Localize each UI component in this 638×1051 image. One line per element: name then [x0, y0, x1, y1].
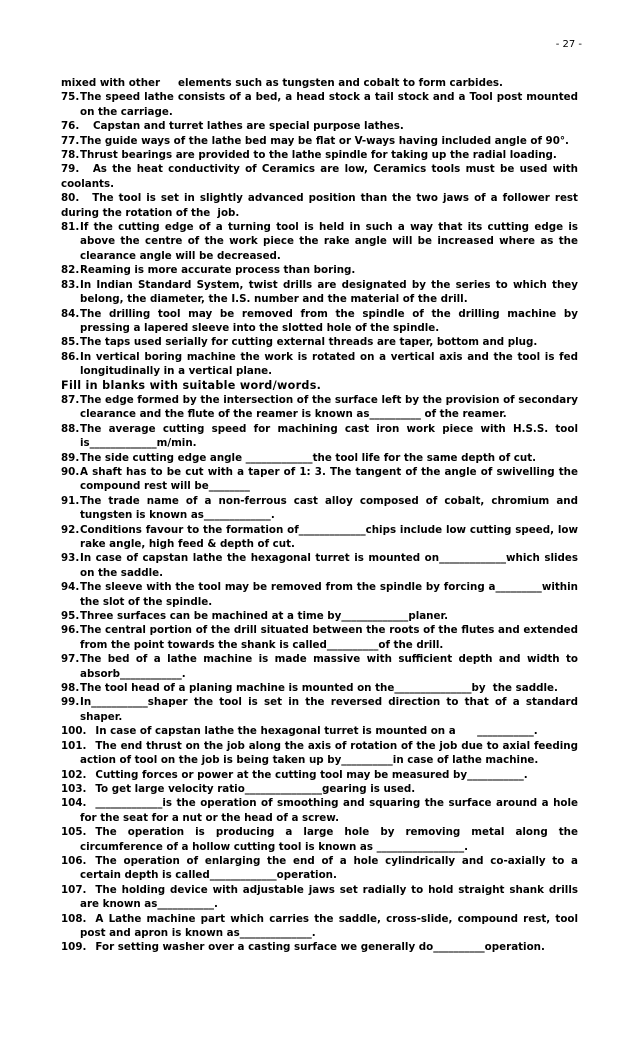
question-item [61, 350, 582, 379]
question-item [61, 134, 578, 148]
question-item [61, 883, 582, 912]
question-item [61, 422, 582, 451]
question-number: 96. [61, 624, 80, 637]
question-text: In vertical boring machine the work is rotated on a vertical axis and the tool is fed longitudinally in a vertical plane. [80, 350, 582, 378]
question-number: 101. [61, 739, 87, 752]
question-number: 84. [61, 307, 80, 320]
question-number: 105. [61, 826, 87, 839]
question-number: 87. [61, 393, 80, 406]
question-text: The central portion of the drill situated between the roots of the flutes and extended from the point towards the shank is called__________of the drill. [80, 624, 582, 651]
question-number: 98. [61, 682, 80, 695]
question-item [61, 854, 582, 883]
question-text: Thrust bearings are provided to the lathe spindle for taking up the radial loading. [80, 149, 557, 162]
question-item [61, 768, 578, 782]
question-text: In Indian Standard System, twist drills are designated by the series to which they belong, the diameter, the I.S. number and the material of the drill. [80, 278, 582, 306]
question-number: 86. [61, 350, 80, 363]
question-number: 76. [61, 120, 80, 133]
page-content [61, 76, 582, 955]
question-text: Three surfaces can be machined at a time by_____________planer. [80, 610, 449, 623]
question-item [61, 681, 578, 695]
question-item [61, 695, 582, 724]
intro-line: mixed with other elements such as tungsten and cobalt to form carbides. [61, 77, 503, 89]
question-text: A Lathe machine part which carries the saddle, cross-slide, compound rest, tool post and apron is known as______________. [80, 912, 582, 939]
question-text: For setting washer over a casting surface we generally do__________operation. [95, 941, 545, 954]
fill-in-blanks-list [61, 393, 582, 724]
question-text: The operation of enlarging the end of a hole cylindrically and co-axially to a certain depth is called_____________operation. [80, 854, 582, 882]
question-item [61, 451, 578, 465]
question-item [61, 551, 582, 580]
question-item [61, 278, 582, 307]
question-item [61, 307, 582, 336]
question-number: 99. [61, 696, 80, 709]
question-item [61, 724, 578, 738]
question-number: 82. [61, 264, 80, 277]
question-text: Reaming is more accurate process than boring. [80, 264, 356, 277]
question-item [61, 119, 578, 133]
question-text: The guide ways of the lathe bed may be flat or V-ways having included angle of 90°. [80, 134, 569, 147]
question-item [61, 148, 578, 162]
question-text: The side cutting edge angle _____________the tool life for the same depth of cut. [80, 451, 537, 464]
question-number: 93. [61, 552, 80, 565]
question-number: 91. [61, 494, 80, 507]
question-number: 97. [61, 653, 80, 666]
question-text: The bed of a lathe machine is made massive with sufficient depth and width to absorb____________. [80, 653, 582, 680]
question-text: A shaft has to be cut with a taper of 1: 3. The tangent of the angle of swivelling the compound rest will be________ [80, 465, 582, 493]
question-text: The tool is set in slightly advanced position than the two jaws of a follower rest during the rotation of the job. [61, 192, 582, 219]
question-number: 83. [61, 278, 80, 291]
question-text: The holding device with adjustable jaws set radially to hold straight shank drills are known as___________. [80, 883, 582, 911]
question-item [61, 825, 582, 854]
question-number: 92. [61, 523, 80, 536]
question-number: 90. [61, 465, 80, 478]
page-number: - 27 - [555, 39, 582, 50]
question-number: 100. [61, 725, 87, 738]
question-number: 94. [61, 581, 80, 594]
question-text: The average cutting speed for machining cast iron work piece with H.S.S. tool is_____________m/min. [80, 422, 582, 450]
fill-in-blanks-list-continued [61, 724, 582, 955]
question-text: In case of capstan lathe the hexagonal turret is mounted on a ___________. [95, 725, 538, 738]
question-number: 77. [61, 134, 80, 147]
question-number: 102. [61, 768, 87, 781]
question-item [61, 940, 578, 954]
question-item [61, 494, 582, 523]
question-text: In case of capstan lathe the hexagonal turret is mounted on_____________which slides on the saddle. [80, 552, 582, 579]
question-item [61, 90, 582, 119]
question-text: The end thrust on the job along the axis of rotation of the job due to axial feeding action of tool on the job is being taken up by__________in case of lathe machine. [80, 739, 582, 767]
question-text: If the cutting edge of a turning tool is held in such a way that its cutting edge is above the centre of the work piece the rake angle will be increased where as the clearance angle will be decreased. [80, 221, 582, 262]
question-number: 103. [61, 782, 87, 795]
question-number: 106. [61, 854, 87, 867]
question-item [61, 623, 582, 652]
question-item [61, 796, 582, 825]
question-text: _____________is the operation of smoothing and squaring the surface around a hole for the seat for a nut or the head of a screw. [80, 797, 582, 824]
question-item [61, 609, 578, 623]
question-text: The drilling tool may be removed from the spindle of the drilling machine by pressing a lapered sleeve into the slotted hole of the spindle. [80, 307, 582, 334]
question-number: 85. [61, 336, 80, 349]
question-number: 88. [61, 422, 80, 435]
question-text: The tool head of a planing machine is mounted on the_______________by the saddle. [80, 682, 558, 695]
question-item [61, 523, 582, 552]
question-number: 79. [61, 163, 80, 176]
question-item [61, 465, 582, 494]
question-item [61, 912, 582, 941]
question-item [61, 739, 582, 768]
question-item [61, 580, 582, 609]
question-text: The speed lathe consists of a bed, a head stock a tail stock and a Tool post mounted on the carriage. [80, 91, 582, 118]
question-number: 107. [61, 883, 87, 896]
question-item [61, 782, 578, 796]
question-item [61, 220, 582, 263]
question-number: 80. [61, 192, 80, 205]
question-number: 104. [61, 797, 87, 810]
question-number: 81. [61, 221, 80, 234]
question-text: The taps used serially for cutting external threads are taper, bottom and plug. [80, 336, 538, 349]
question-number: 78. [61, 149, 80, 162]
question-item [61, 263, 578, 277]
question-text: The operation is producing a large hole by removing metal along the circumference of a hollow cutting tool is known as _________________. [80, 826, 582, 853]
question-text: As the heat conductivity of Ceramics are low, Ceramics tools must be used with coolants. [61, 163, 582, 190]
question-text: Cutting forces or power at the cutting tool may be measured by___________. [95, 768, 528, 781]
question-text: The sleeve with the tool may be removed from the spindle by forcing a_________within the slot of the spindle. [80, 581, 582, 608]
question-number: 109. [61, 941, 87, 954]
question-text: To get large velocity ratio_______________gearing is used. [95, 782, 416, 795]
question-item [61, 162, 582, 191]
question-item [61, 652, 582, 681]
question-text: Conditions favour to the formation of_____________chips include low cutting speed, low rake angle, high feed & depth of cut. [80, 523, 582, 550]
true-false-list [61, 90, 582, 378]
question-number: 75. [61, 91, 80, 104]
question-item [61, 335, 578, 349]
question-number: 89. [61, 451, 80, 464]
question-text: The edge formed by the intersection of the surface left by the provision of secondary clearance and the flute of the reamer is known as__________ of the reamer. [80, 393, 582, 421]
question-text: In___________shaper the tool is set in the reversed direction to that of a standard shaper. [80, 696, 582, 723]
question-text: The trade name of a non-ferrous cast alloy composed of cobalt, chromium and tungsten is known as_____________. [80, 494, 582, 522]
question-item [61, 393, 582, 422]
section-heading: Fill in blanks with suitable word/words. [61, 378, 322, 392]
question-number: 108. [61, 912, 87, 925]
question-item [61, 191, 582, 220]
question-text: Capstan and turret lathes are special purpose lathes. [82, 120, 404, 133]
question-number: 95. [61, 610, 80, 623]
